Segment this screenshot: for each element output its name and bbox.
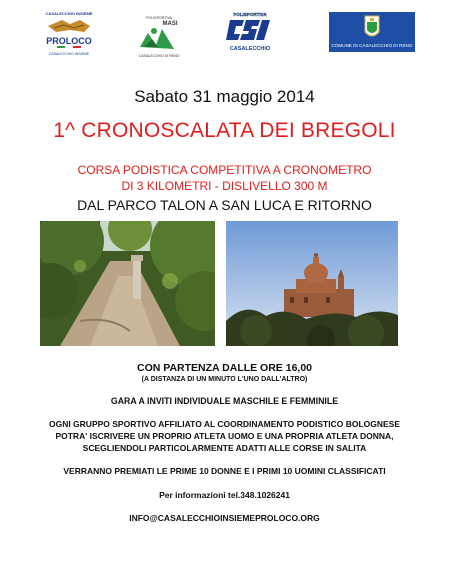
event-title: 1^ CRONOSCALATA DEI BREGOLI [53, 119, 396, 142]
event-date: Sabato 31 maggio 2014 [134, 87, 315, 106]
start-time: CON PARTENZA DALLE ORE 16,00 [136, 362, 313, 374]
comune-label: COMUNE DI CASALECCHIO DI RENO [331, 43, 413, 48]
basilica-photo [226, 221, 398, 346]
trail-photo [40, 221, 215, 346]
subtitle-line2: DI 3 KILOMETRI - DISLIVELLO 300 M [121, 179, 328, 193]
rules-line3: SCEGLIENDOLI PARTICOLARMENTE ADATTI ALLE CORSE IN SALITA [82, 443, 367, 453]
proloco-top-text: CASALECCHIO INSIEME [45, 11, 93, 16]
info-phone: Per informazioni tel.348.1026241 [159, 490, 290, 500]
start-note: (A DISTANZA DI UN MINUTO L'UNO DALL'ALTRO) [141, 376, 308, 383]
race-type: GARA A INVITI INDIVIDUALE MASCHILE E FEMMINILE [110, 396, 339, 406]
csi-logo [224, 10, 276, 60]
comune-logo [329, 12, 415, 52]
csi-bottom-text: CASALECCHIO [229, 46, 271, 52]
route-line: DAL PARCO TALON A SAN LUCA E RITORNO [77, 197, 372, 213]
proloco-logo [40, 8, 98, 60]
proloco-main-text: PROLOCO [46, 36, 92, 46]
proloco-bottom-text: CASALECCHIO INSIEME [48, 52, 90, 56]
masi-top-text: POLISPORTIVA [145, 16, 173, 20]
subtitle-line1: CORSA PODISTICA COMPETITIVA A CRONOMETRO [77, 163, 372, 177]
masi-bottom-text: CASALECCHIO DI RENO [138, 54, 180, 58]
csi-top-text: POLISPORTIVA [233, 12, 267, 17]
rules-line2: POTRA' ISCRIVERE UN PROPRIO ATLETA UOMO E UNA PROPRIA ATLETA DONNA, [55, 431, 394, 441]
rules-line1: OGNI GRUPPO SPORTIVO AFFILIATO AL COORDINAMENTO PODISTICO BOLOGNESE [48, 419, 401, 429]
prizes-line: VERRANNO PREMIATI LE PRIME 10 DONNE E I PRIMI 10 UOMINI CLASSIFICATI [63, 466, 386, 476]
masi-logo [134, 13, 184, 61]
info-email: INFO@CASALECCHIOINSIEMEPROLOCO.ORG [129, 513, 320, 523]
masi-main-text: MASI [162, 21, 178, 27]
